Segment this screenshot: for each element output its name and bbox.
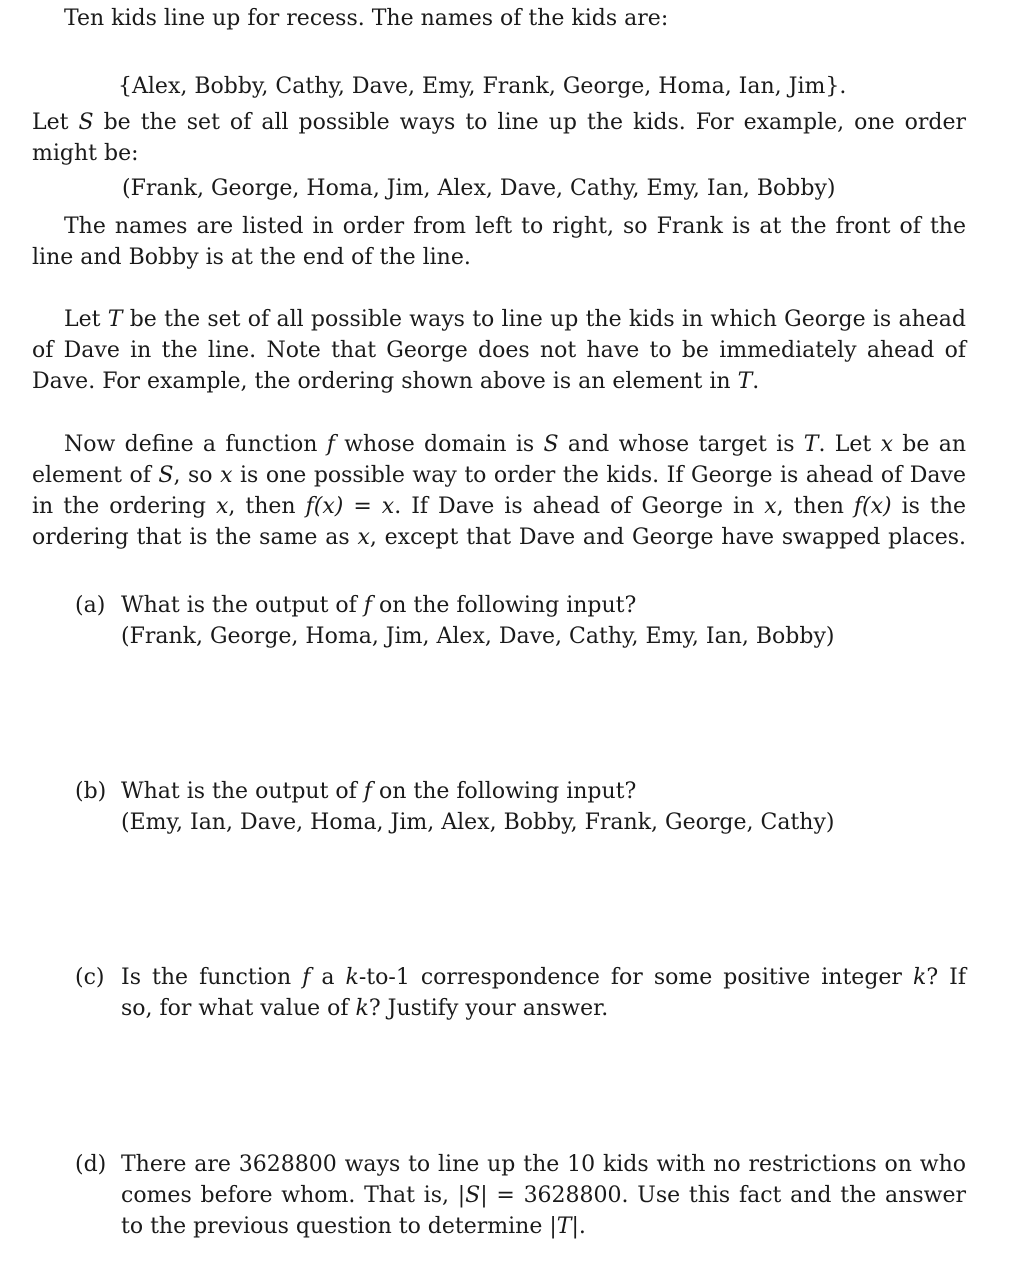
- para-f-line-1: Now define a function f whose domain is S and whose target is T. Let x be an: [64, 432, 966, 457]
- question-b-label: (b): [75, 779, 107, 804]
- names-set: {Alex, Bobby, Cathy, Dave, Emy, Frank, George, Homa, Ian, Jim}.: [118, 74, 847, 99]
- question-d-line-1: There are 3628800 ways to line up the 10 kids with no restrictions on who: [121, 1152, 966, 1177]
- question-d-label: (d): [75, 1152, 107, 1177]
- para-f-line-2: element of S, so x is one possible way to order the kids. If George is ahead of Dave: [32, 463, 966, 488]
- para-f-line-3: in the ordering x, then f(x) = x. If Dave is ahead of George in x, then f(x) is the: [32, 494, 967, 519]
- para-T-line-2: of Dave in the line. Note that George does not have to be immediately ahead of: [32, 338, 966, 363]
- question-b-prompt: What is the output of f on the following input?: [121, 779, 637, 804]
- para-T-line-1: Let T be the set of all possible ways to line up the kids in which George is ahead: [64, 307, 966, 332]
- question-c-line-1: Is the function f a k-to-1 correspondence for some positive integer k? If: [121, 965, 966, 990]
- question-c-line-2: so, for what value of k? Justify your answer.: [121, 996, 609, 1021]
- example-order: (Frank, George, Homa, Jim, Alex, Dave, Cathy, Emy, Ian, Bobby): [122, 176, 836, 201]
- question-c-label: (c): [75, 965, 105, 990]
- intro-line-3: Let S be the set of all possible ways to line up the kids. For example, one order: [32, 110, 966, 135]
- para-T-line-3: Dave. For example, the ordering shown above is an element in T.: [32, 369, 760, 394]
- question-d-line-3: to the previous question to determine |T|.: [121, 1214, 586, 1239]
- intro-line-1: Ten kids line up for recess. The names of the kids are:: [64, 6, 669, 31]
- intro-line-6: The names are listed in order from left to right, so Frank is at the front of the: [64, 214, 966, 239]
- question-d-line-2: comes before whom. That is, |S| = 3628800. Use this fact and the answer: [121, 1183, 966, 1208]
- intro-line-4: might be:: [32, 141, 139, 166]
- question-a-prompt: What is the output of f on the following input?: [121, 593, 637, 618]
- intro-line-7: line and Bobby is at the end of the line.: [32, 245, 471, 270]
- question-a-input: (Frank, George, Homa, Jim, Alex, Dave, Cathy, Emy, Ian, Bobby): [121, 624, 835, 649]
- question-b-input: (Emy, Ian, Dave, Homa, Jim, Alex, Bobby, Frank, George, Cathy): [121, 810, 835, 835]
- para-f-line-4: ordering that is the same as x, except that Dave and George have swapped places.: [32, 525, 966, 550]
- question-a-label: (a): [75, 593, 106, 618]
